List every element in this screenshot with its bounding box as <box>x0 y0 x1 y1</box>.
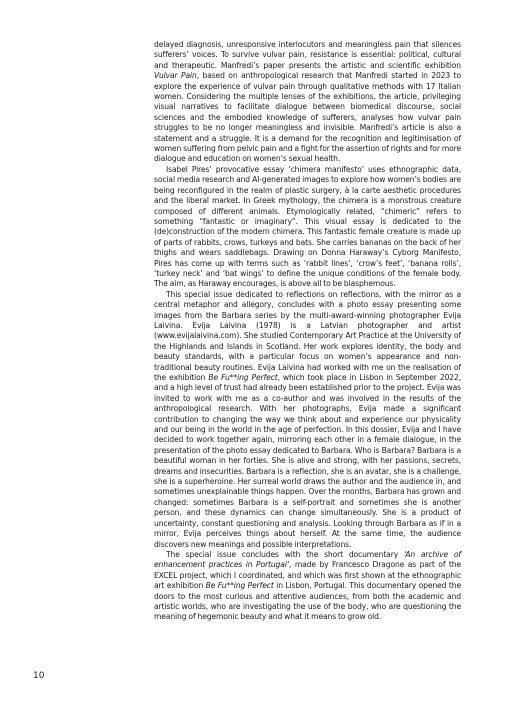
text-run: delayed diagnosis, unresponsive interlocutors and meaningless pain that silences sufferers’ voices. To survive vulvar pain, resistance is essential: political, cultural and therapeutic. Manfredi’s paper presents the artistic and scientific exhibition <box>154 40 461 70</box>
text-run: in Lisbon, Portugal. This documentary opened the doors to the most curious and attentive audiences, from both the academic and artistic worlds, who are investigating the use of the body, who are questioning the meaning of hegemonic beauty and what it means to grow old. <box>154 581 461 622</box>
text-run: Isabel Pires’ provocative essay ‘chimera manifesto’ uses ethnographic data, social media research and AI-generated images to explore how women’s bodies are being reconfigured in the realm of plastic surgery, à la carte aesthetic procedures and the liberal market. In Greek mythology, the chimera is a monstrous creature composed of different animals. Etymologically related, “chimeric” refers to something “fantastic or imaginary”. This visual essay is dedicated to the (de)construction of the modern chimera. This fantastic female creature is made up of parts of rabbits, crows, turkeys and bats. She carries bananas on the back of her thighs and wears saddlebags. Drawing on Donna Haraway’s Cyborg Manifesto, Pires has come up with terms such as ‘rabbit lines’, ‘crow’s feet’, ‘banana rolls’, ‘turkey neck’ and ‘bat wings’ to define the unique conditions of the female body. The aim, as Haraway encourages, is above all to be blasphemous. <box>154 164 461 289</box>
paragraph-chimera-manifesto <box>154 165 461 290</box>
paragraph-barbara-photo-essay <box>154 290 461 550</box>
documentary-title: ‘An archive of enhancement practices in Portugal’ <box>154 549 461 570</box>
text-run: , based on anthropological research that Manfredi started in 2023 to explore the experience of vulvar pain through qualitative methods with 17 Italian women. Considering the multiple lenses of the exhibitions, the article, privileging visual narratives to facilitate dialogue between biomedical discourse, social sciences and the embodied knowledge of sufferers, analyses how vulvar pain struggles to be no longer meaningless and invisible. Manfredi’s article is also a statement and a struggle. It is a demand for the recognition and legitimisation of women suffering from pelvic pain and a fight for the assertion of rights and for more dialogue and education on women’s sexual health. <box>154 71 462 164</box>
text-run: This special issue dedicated to reflections on reflections, with the mirror as a central metaphor and allegory, concludes with a photo essay presenting some images from the Barbara series by the multi-award-winning photographer Evija Laivina. Evija Laivina (1978) is a Latvian photographer and artist (www.evijalaivina.com). She studied Contemporary Art Practice at the University of the Highlands and Islands in Scotland. Her work explores identity, the body and beauty standards, with a particular focus on women’s appearance and non-traditional beauty routines. Evija Laivina had worked with me on the realisation of the exhibition <box>154 289 461 382</box>
text-run: , made by Francesco Dragone as part of the EXCEL project, which I coordinated, and which was first shown at the ethnographic art exhibition <box>154 560 461 591</box>
text-run: The special issue concludes with the short documentary <box>166 549 404 559</box>
exhibition-title: Vulvar Pain <box>154 71 197 81</box>
paragraph-vulvar-pain <box>154 40 461 165</box>
body-text-column <box>154 40 461 623</box>
exhibition-title: Be Fu**ing Perfect <box>205 581 274 591</box>
text-run: , which took place in Lisbon in September 2022, and a high level of trust had already been established prior to the project. Evija was invited to work with me as a co-author and was involved in the results of the anthropological research. With her photographs, Evija made a significant contribution to changing the way we think about and experience our physicality and our being in the world in the age of perfection. In this dossier, Evija and I have decided to work together again, mirroring each other in a female dialogue, in the presentation of the photo essay dedicated to Barbara. Who is Barbara? Barbara is a beautiful woman in her forties. She is alive and strong, with her passions, secrets, dreams and insecurities. Barbara is a reflection, she is an avatar, she is a challenge, she is a superheroine. Her surreal world draws the author and the audience in, and sometimes unexplainable things happen. Over the months, Barbara has grown and changed: sometimes Barbara is a self-portrait and sometimes she is another person, and these dynamics can change simultaneously. She is a product of uncertainty, constant questioning and analysis. Looking through Barbara as if in a mirror, Evija perceives things about herself. At the same time, the audience discovers new meanings and possible interpretations. <box>154 373 461 549</box>
paragraph-documentary <box>154 550 461 623</box>
exhibition-title: Be Fu**ing Perfect <box>208 373 278 382</box>
page-number: 10 <box>33 671 45 681</box>
